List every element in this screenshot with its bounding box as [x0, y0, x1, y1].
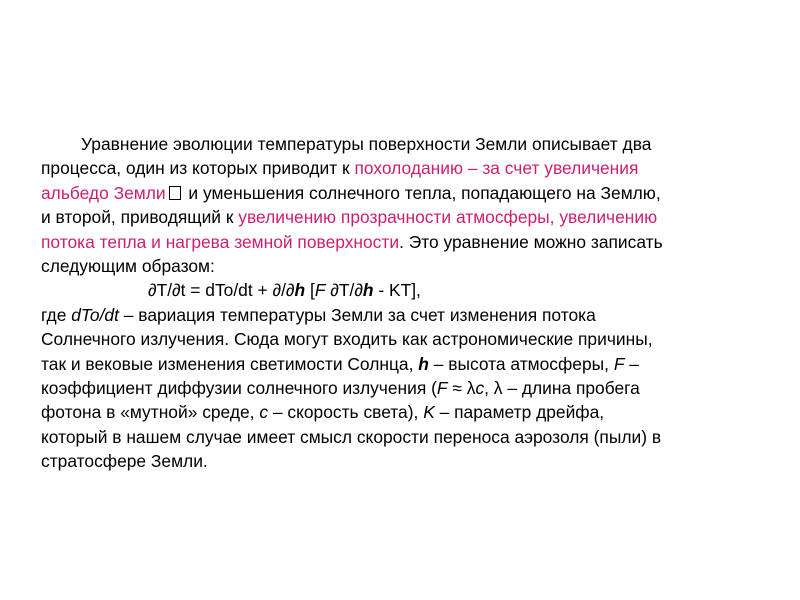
highlighted-text: потока тепла и нагрева земной поверхности: [41, 231, 400, 252]
text-line: [41, 352, 771, 376]
formula-part: ∂T/∂: [325, 280, 363, 301]
text-span: фотона в «мутной» среде,: [41, 402, 260, 423]
formula-var: F: [314, 280, 326, 301]
highlighted-text: альбедо Земли: [41, 182, 166, 203]
text-line: [41, 132, 771, 156]
text-line: [41, 156, 771, 180]
text-span: – параметр дрейфа,: [434, 402, 605, 423]
body-text: [41, 132, 771, 473]
text-span: коэффициент диффузии солнечного излучения (: [41, 377, 437, 398]
text-line: [41, 425, 771, 449]
text-span: который в нашем случае имеет смысл скорости переноса аэрозоля (пыли) в: [41, 426, 662, 447]
text-span: и второй, приводящий к: [41, 207, 239, 228]
text-line: [41, 205, 771, 229]
text-span: – скорость света),: [268, 402, 424, 423]
text-span: где: [41, 304, 72, 325]
formula-part: [: [305, 280, 315, 301]
italic-var: c: [475, 377, 485, 398]
text-span: – вариация температуры Земли за счет изменения потока: [118, 304, 596, 325]
italic-var: c: [259, 402, 269, 423]
text-span: стратосфере Земли.: [41, 451, 208, 472]
text-span: Уравнение эволюции температуры поверхности Земли описывает два: [81, 134, 652, 154]
text-line: [41, 327, 771, 351]
text-span: , λ – длина пробега: [484, 377, 640, 398]
text-line: [41, 449, 771, 473]
text-span: процесса, один из которых приводит к: [41, 158, 355, 179]
italic-var: h: [418, 353, 429, 374]
text-span: и уменьшения солнечного тепла, попадающего на Землю,: [183, 182, 661, 203]
text-span: так и вековые изменения светимости Солнца,: [41, 353, 419, 374]
italic-var: dTo/dt: [71, 304, 119, 325]
text-span: . Это уравнение можно записать: [399, 231, 663, 252]
text-line: [41, 181, 771, 205]
highlighted-text: увеличению прозрачности атмосферы, увеличению: [238, 207, 658, 228]
text-line: [41, 376, 771, 400]
formula-line: [41, 278, 771, 302]
text-span: – высота атмосферы,: [428, 353, 614, 374]
text-span: ≈ λ: [447, 377, 476, 398]
text-line: [41, 400, 771, 424]
highlighted-text: похолоданию – за счет увеличения: [354, 158, 639, 179]
italic-var: F: [613, 353, 625, 374]
italic-var: K: [423, 402, 435, 423]
missing-glyph-icon: [169, 186, 181, 200]
text-line: [41, 254, 771, 278]
formula-part: - KT],: [373, 280, 421, 301]
text-span: –: [624, 353, 639, 374]
italic-var: F: [436, 377, 448, 398]
formula-var: h: [294, 280, 306, 301]
text-line: [41, 303, 771, 327]
text-line: [41, 230, 771, 254]
formula-var: h: [362, 280, 374, 301]
formula-part: ∂T/∂t = dTo/dt + ∂/∂: [148, 280, 295, 301]
text-span: Солнечного излучения. Сюда могут входить как астрономические причины,: [41, 329, 653, 350]
text-span: следующим образом:: [41, 255, 215, 276]
